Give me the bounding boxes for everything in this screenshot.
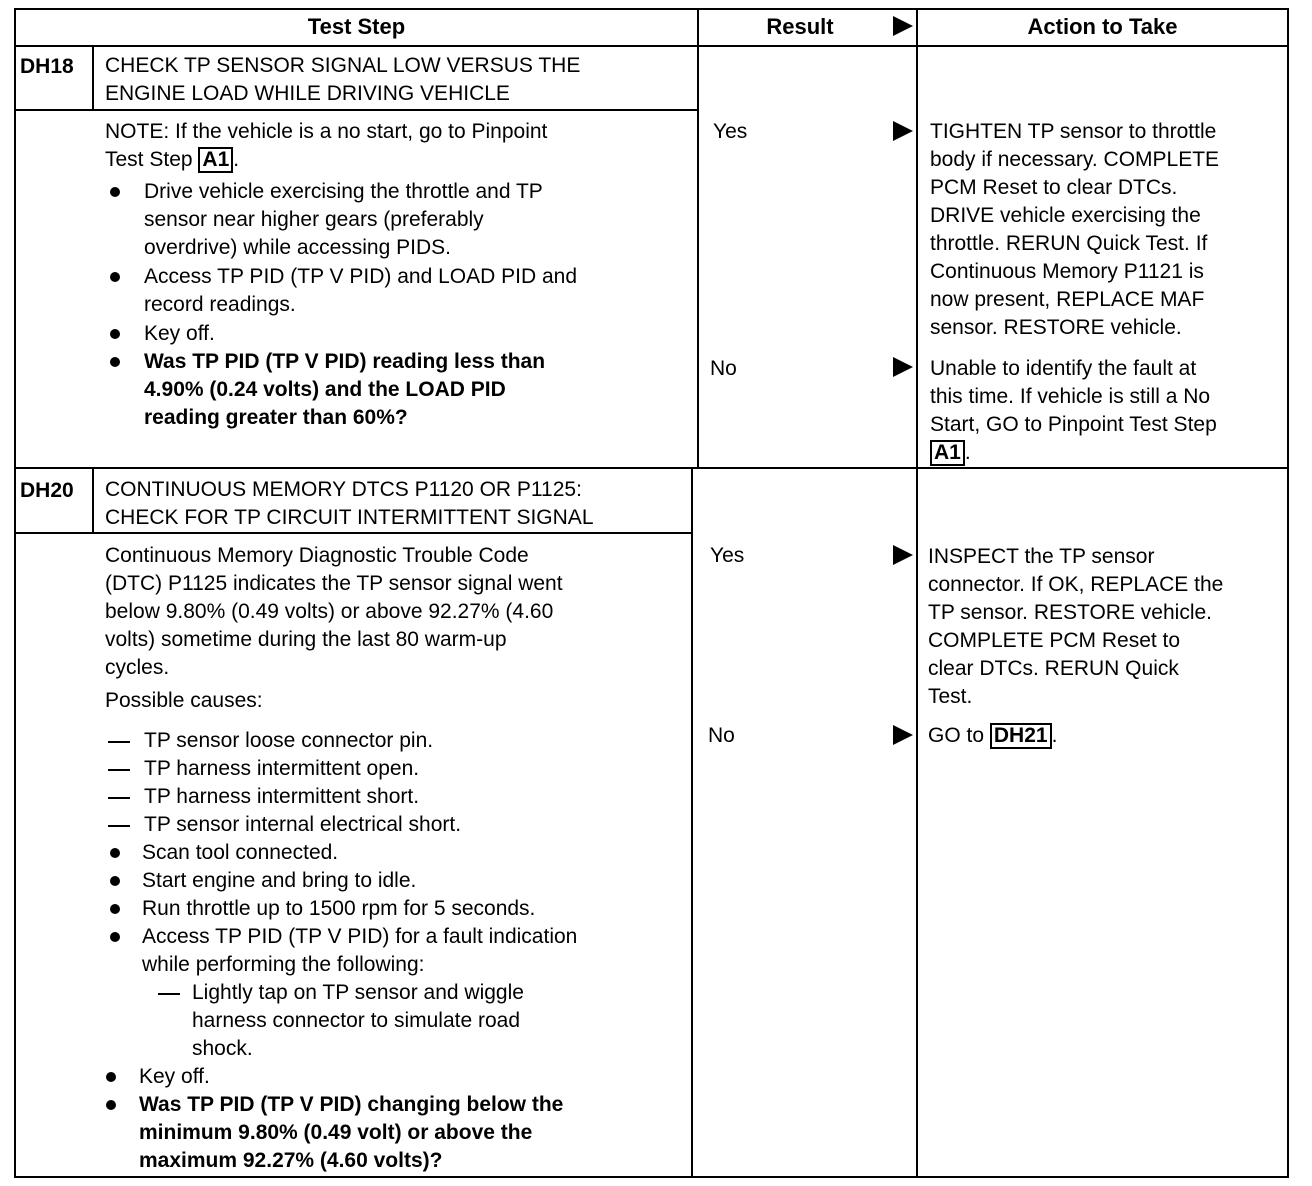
dh18-yes-arrow-icon	[893, 121, 913, 141]
dh20-yes-action-l1: INSPECT the TP sensor	[928, 545, 1155, 568]
dh18-no-action-l3: Start, GO to Pinpoint Test Step	[930, 413, 1217, 436]
dh18-step-id: DH18	[20, 55, 74, 78]
dh18-result-no: No	[710, 357, 737, 380]
dh18-yes-action-l3: PCM Reset to clear DTCs.	[930, 176, 1178, 199]
dh20-title-line2: CHECK FOR TP CIRCUIT INTERMITTENT SIGNAL	[105, 506, 594, 529]
dh20-sub-l1: Lightly tap on TP sensor and wiggle	[192, 981, 524, 1004]
dh18-title-line2: ENGINE LOAD WHILE DRIVING VEHICLE	[105, 82, 510, 105]
dh18-no-action-ref: A1	[930, 440, 965, 466]
dh20-yes-arrow-icon	[893, 545, 913, 565]
dh20-yes-action-l3: TP sensor. RESTORE vehicle.	[928, 601, 1213, 624]
dh20-q-l3: maximum 92.27% (4.60 volts)?	[139, 1149, 443, 1172]
header-test-step: Test Step	[307, 14, 406, 39]
header-result: Result	[766, 14, 834, 39]
dh20-b1: Scan tool connected.	[142, 841, 339, 864]
dh20-yes-action-l4: COMPLETE PCM Reset to	[928, 629, 1181, 652]
dash-icon	[108, 797, 130, 799]
dh18-yes-action-l6: Continuous Memory P1121 is	[930, 260, 1204, 283]
dh18-yes-action-l2: body if necessary. COMPLETE	[930, 148, 1220, 171]
dash-icon	[108, 741, 130, 743]
dh20-desc-l1: Continuous Memory Diagnostic Trouble Code	[105, 544, 529, 567]
dh20-yes-action-l2: connector. If OK, REPLACE the	[928, 573, 1224, 596]
dh18-result-yes: Yes	[713, 120, 748, 143]
border-left	[14, 8, 16, 1178]
dh18-id-sep	[92, 47, 94, 111]
dh20-b3: Run throttle up to 1500 rpm for 5 seconds.	[142, 897, 536, 920]
dh18-note-text: Test Step	[105, 148, 193, 171]
dh18-b1-l3: overdrive) while accessing PIDS.	[144, 236, 451, 259]
dh20-no-action-ref: DH21	[990, 723, 1052, 749]
dh18-no-action-l4: A1 .	[930, 439, 971, 467]
dh18-note-line2: Test Step A1 .	[105, 148, 240, 171]
bullet-icon	[110, 876, 120, 886]
dh18-yes-action-l1: TIGHTEN TP sensor to throttle	[930, 120, 1217, 143]
dh20-b2: Start engine and bring to idle.	[142, 869, 417, 892]
dh18-q-l1: Was TP PID (TP V PID) reading less than	[144, 350, 546, 373]
dh18-yes-action-l8: sensor. RESTORE vehicle.	[930, 316, 1182, 339]
header-action: Action to Take	[1027, 14, 1178, 39]
border-right	[1287, 8, 1289, 1178]
dh20-b4-l2: while performing the following:	[142, 953, 425, 976]
dh18-b2-l2: record readings.	[144, 293, 296, 316]
dh18-yes-action-l7: now present, REPLACE MAF	[930, 288, 1205, 311]
bullet-icon	[110, 932, 120, 942]
border-top	[14, 8, 1289, 10]
bullet-icon	[110, 904, 120, 914]
dh20-possible-causes: Possible causes:	[105, 689, 263, 712]
dash-icon	[108, 769, 130, 771]
dh18-q-l3: reading greater than 60%?	[144, 406, 408, 429]
dh20-desc-l4: volts) sometime during the last 80 warm-up	[105, 628, 507, 651]
dh20-desc-l5: cycles.	[105, 656, 170, 679]
dh20-no-action: GO to DH21 .	[928, 724, 1058, 747]
dash-icon	[158, 993, 180, 995]
bullet-icon	[106, 1100, 116, 1110]
border-bottom	[14, 1176, 1289, 1178]
bullet-icon	[110, 272, 120, 282]
col-sep-2	[916, 8, 918, 1178]
col-sep-1	[697, 8, 699, 468]
dh20-title-rule	[14, 532, 693, 534]
dh18-no-action-l1: Unable to identify the fault at	[930, 357, 1197, 380]
dh20-result-yes: Yes	[710, 544, 745, 567]
dh18-no-action-l2: this time. If vehicle is still a No	[930, 385, 1211, 408]
dh20-no-arrow-icon	[893, 725, 913, 745]
dh20-sub-l2: harness connector to simulate road	[192, 1009, 521, 1032]
dh18-note-line1: NOTE: If the vehicle is a no start, go to Pinpoint	[105, 120, 548, 143]
dh18-yes-action-l5: throttle. RERUN Quick Test. If	[930, 232, 1208, 255]
bullet-icon	[110, 357, 120, 367]
dh18-b3-l1: Key off.	[144, 322, 215, 345]
dh20-key-off: Key off.	[139, 1065, 210, 1088]
dh18-title-line1: CHECK TP SENSOR SIGNAL LOW VERSUS THE	[105, 54, 581, 77]
dh20-result-no: No	[708, 724, 735, 747]
dh18-b2-l1: Access TP PID (TP V PID) and LOAD PID and	[144, 265, 578, 288]
section-rule	[14, 467, 1289, 469]
dh18-no-arrow-icon	[893, 357, 913, 377]
dh20-cause-2: TP harness intermittent open.	[144, 757, 420, 780]
dh20-title-line1: CONTINUOUS MEMORY DTCS P1120 OR P1125:	[105, 478, 582, 501]
dh20-sub-l3: shock.	[192, 1037, 253, 1060]
dh20-id-sep	[92, 469, 94, 534]
dh20-no-action-text: GO to	[928, 724, 985, 747]
dh18-b1-l2: sensor near higher gears (preferably	[144, 208, 484, 231]
col-sep-1b	[691, 468, 693, 1178]
dh20-step-id: DH20	[20, 479, 74, 502]
header-arrow-icon	[893, 16, 913, 36]
dh18-q-l2: 4.90% (0.24 volts) and the LOAD PID	[144, 378, 506, 401]
dh20-cause-4: TP sensor internal electrical short.	[144, 813, 462, 836]
dh20-cause-1: TP sensor loose connector pin.	[144, 729, 434, 752]
bullet-icon	[110, 329, 120, 339]
dh20-desc-l3: below 9.80% (0.49 volts) or above 92.27% (4.60	[105, 600, 554, 623]
dh18-yes-action-l4: DRIVE vehicle exercising the	[930, 204, 1201, 227]
dh20-cause-3: TP harness intermittent short.	[144, 785, 420, 808]
bullet-icon	[110, 848, 120, 858]
dh20-q-l2: minimum 9.80% (0.49 volt) or above the	[139, 1121, 533, 1144]
dh20-b4-l1: Access TP PID (TP V PID) for a fault indication	[142, 925, 578, 948]
dash-icon	[108, 825, 130, 827]
dh20-q-l1: Was TP PID (TP V PID) changing below the	[139, 1093, 564, 1116]
dh20-yes-action-l5: clear DTCs. RERUN Quick	[928, 657, 1179, 680]
bullet-icon	[110, 187, 120, 197]
bullet-icon	[106, 1072, 116, 1082]
dh18-title-rule	[14, 109, 699, 111]
dh20-yes-action-l6: Test.	[928, 685, 973, 708]
dh20-desc-l2: (DTC) P1125 indicates the TP sensor signal went	[105, 572, 563, 595]
dh18-b1-l1: Drive vehicle exercising the throttle and TP	[144, 180, 543, 203]
header-rule	[14, 45, 1289, 47]
dh18-note-ref: A1	[198, 147, 233, 173]
